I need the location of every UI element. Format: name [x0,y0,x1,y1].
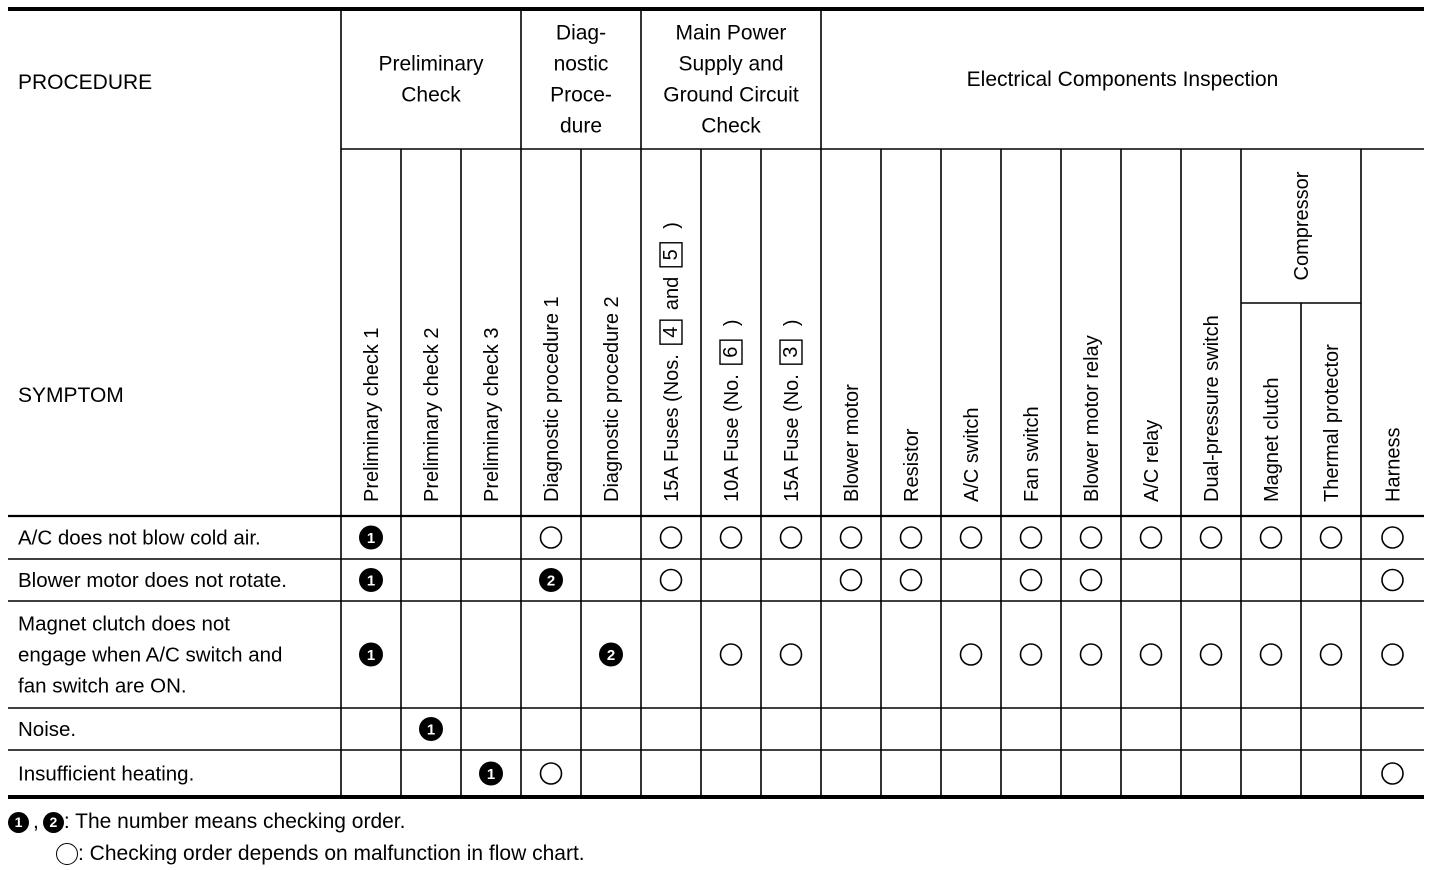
symptom-column [18,527,287,786]
open-circle-mark [1141,644,1162,665]
column-label: Blower motor [841,384,863,502]
column-label: A/C switch [961,407,983,502]
open-circle-mark [1321,644,1342,665]
fuse-number: 3 [780,346,802,358]
open-circle-mark [1021,527,1042,548]
column-labels [361,171,1405,502]
open-circle-mark [1261,527,1282,548]
column-label: Dual-pressure switch [1201,315,1223,502]
group-header-diagnostic: dure [559,114,603,138]
open-circle-mark [1201,644,1222,665]
open-circle-mark [841,527,862,548]
open-circle-mark [961,527,982,548]
open-circle-mark [1021,570,1042,591]
open-circle-mark [1382,763,1403,784]
open-circle-mark [1201,527,1222,548]
group-header-preliminary: Check [401,83,461,107]
column-header [361,327,383,502]
group-header-diagnostic: Proce- [550,83,612,107]
legend-circle-text: : Checking order depends on malfunction in flow chart. [78,842,585,865]
symptom-text: Insufficient heating. [18,762,195,786]
column-label-mid: and [661,276,683,311]
symptom-label: SYMPTOM [18,384,124,407]
order-number: 1 [366,647,376,664]
group-header-preliminary: Preliminary [378,52,484,76]
column-header [1321,344,1343,502]
open-circle-mark [1081,570,1102,591]
column-header [841,384,863,502]
column-label: Fan switch [1021,406,1043,502]
open-circle-mark [721,644,742,665]
fuse-number: 4 [660,326,682,338]
column-label: A/C relay [1141,419,1163,502]
open-circle-mark [1141,527,1162,548]
open-circle-mark [541,527,562,548]
column-label: Diagnostic procedure 2 [601,296,623,502]
open-circle-mark [541,763,562,784]
column-header [1021,406,1043,502]
open-circle-mark [1081,527,1102,548]
procedure-label: PROCEDURE [18,71,153,94]
open-circle-mark [961,644,982,665]
group-header-power: Check [701,114,761,138]
column-header [541,296,563,502]
column-header [601,296,623,502]
column-header [1141,420,1163,502]
open-circle-mark [1382,570,1403,591]
column-label: Resistor [901,428,923,502]
column-header [421,327,443,502]
symptom-text: Noise. [18,718,77,741]
symptom-text: fan switch are ON. [18,674,187,698]
open-circle-icon [56,843,78,865]
column-header [901,428,923,502]
symptom-text: Blower motor does not rotate. [18,569,287,592]
fuse-number: 5 [660,249,682,261]
symptom-text: Magnet clutch does not [18,612,230,636]
column-label: Diagnostic procedure 1 [541,296,563,502]
order-number: 2 [546,572,556,590]
group-header-power: Main Power [675,21,787,45]
column-header [780,319,803,502]
fuse-number: 6 [720,346,742,358]
group-header-diagnostic: Diag- [555,21,607,45]
column-label: Preliminary check 1 [361,327,383,502]
numbered-order-icon: 1 [8,812,29,833]
group-header-electrical: Electrical Components Inspection [966,68,1279,91]
open-circle-mark [1382,527,1403,548]
column-label: Harness [1382,427,1405,502]
column-header [1201,315,1223,502]
column-label-tail: ) [781,319,803,327]
open-circle-mark [1321,527,1342,548]
open-circle-mark [781,644,802,665]
column-label: 15A Fuses (Nos. [661,354,683,502]
open-circle-mark [1382,644,1403,665]
column-label: Blower motor relay [1081,335,1103,502]
open-circle-mark [1261,644,1282,665]
legend [8,806,585,870]
column-label: Thermal protector [1321,344,1343,502]
order-number: 1 [366,572,376,590]
open-circle-mark [901,570,922,591]
column-header [1383,428,1405,502]
symptom-text: engage when A/C switch and [18,643,283,667]
column-label-tail: ) [721,319,743,327]
open-circle-mark [841,570,862,591]
group-header-power: Supply and [678,52,784,76]
group-header-diagnostic: nostic [553,52,609,76]
compressor-header: Compressor [1291,171,1313,281]
order-number: 1 [486,766,496,783]
open-circle-mark [661,570,682,591]
column-label: Magnet clutch [1261,377,1283,502]
column-header [481,327,503,502]
symptom-text: A/C does not blow cold air. [18,526,261,550]
column-header [1081,335,1103,502]
column-label-tail: ) [661,222,683,229]
group-header-power: Ground Circuit [663,83,799,107]
open-circle-mark [901,527,922,548]
column-header [720,319,743,502]
open-circle-mark [661,527,682,548]
column-label: 10A Fuse (No. [721,374,743,502]
open-circle-mark [1021,644,1042,665]
open-circle-mark [721,527,742,548]
open-circle-mark [1081,644,1102,665]
column-header [1261,377,1283,502]
column-label: Preliminary check 2 [421,327,443,502]
column-header [660,222,683,502]
open-circle-mark [781,527,802,548]
column-label: Preliminary check 3 [481,327,503,502]
legend-numbered-row: 1 , 2 : The number means checking order. [8,806,585,838]
column-header [961,408,983,502]
order-number: 1 [426,721,436,739]
order-number: 2 [606,647,616,664]
legend-circle-row [8,838,585,870]
order-number: 1 [366,530,376,547]
column-label: 15A Fuse (No. [781,374,803,502]
numbered-order-icon: 2 [43,812,64,833]
legend-numbered-text: : The number means checking order. [63,810,406,833]
